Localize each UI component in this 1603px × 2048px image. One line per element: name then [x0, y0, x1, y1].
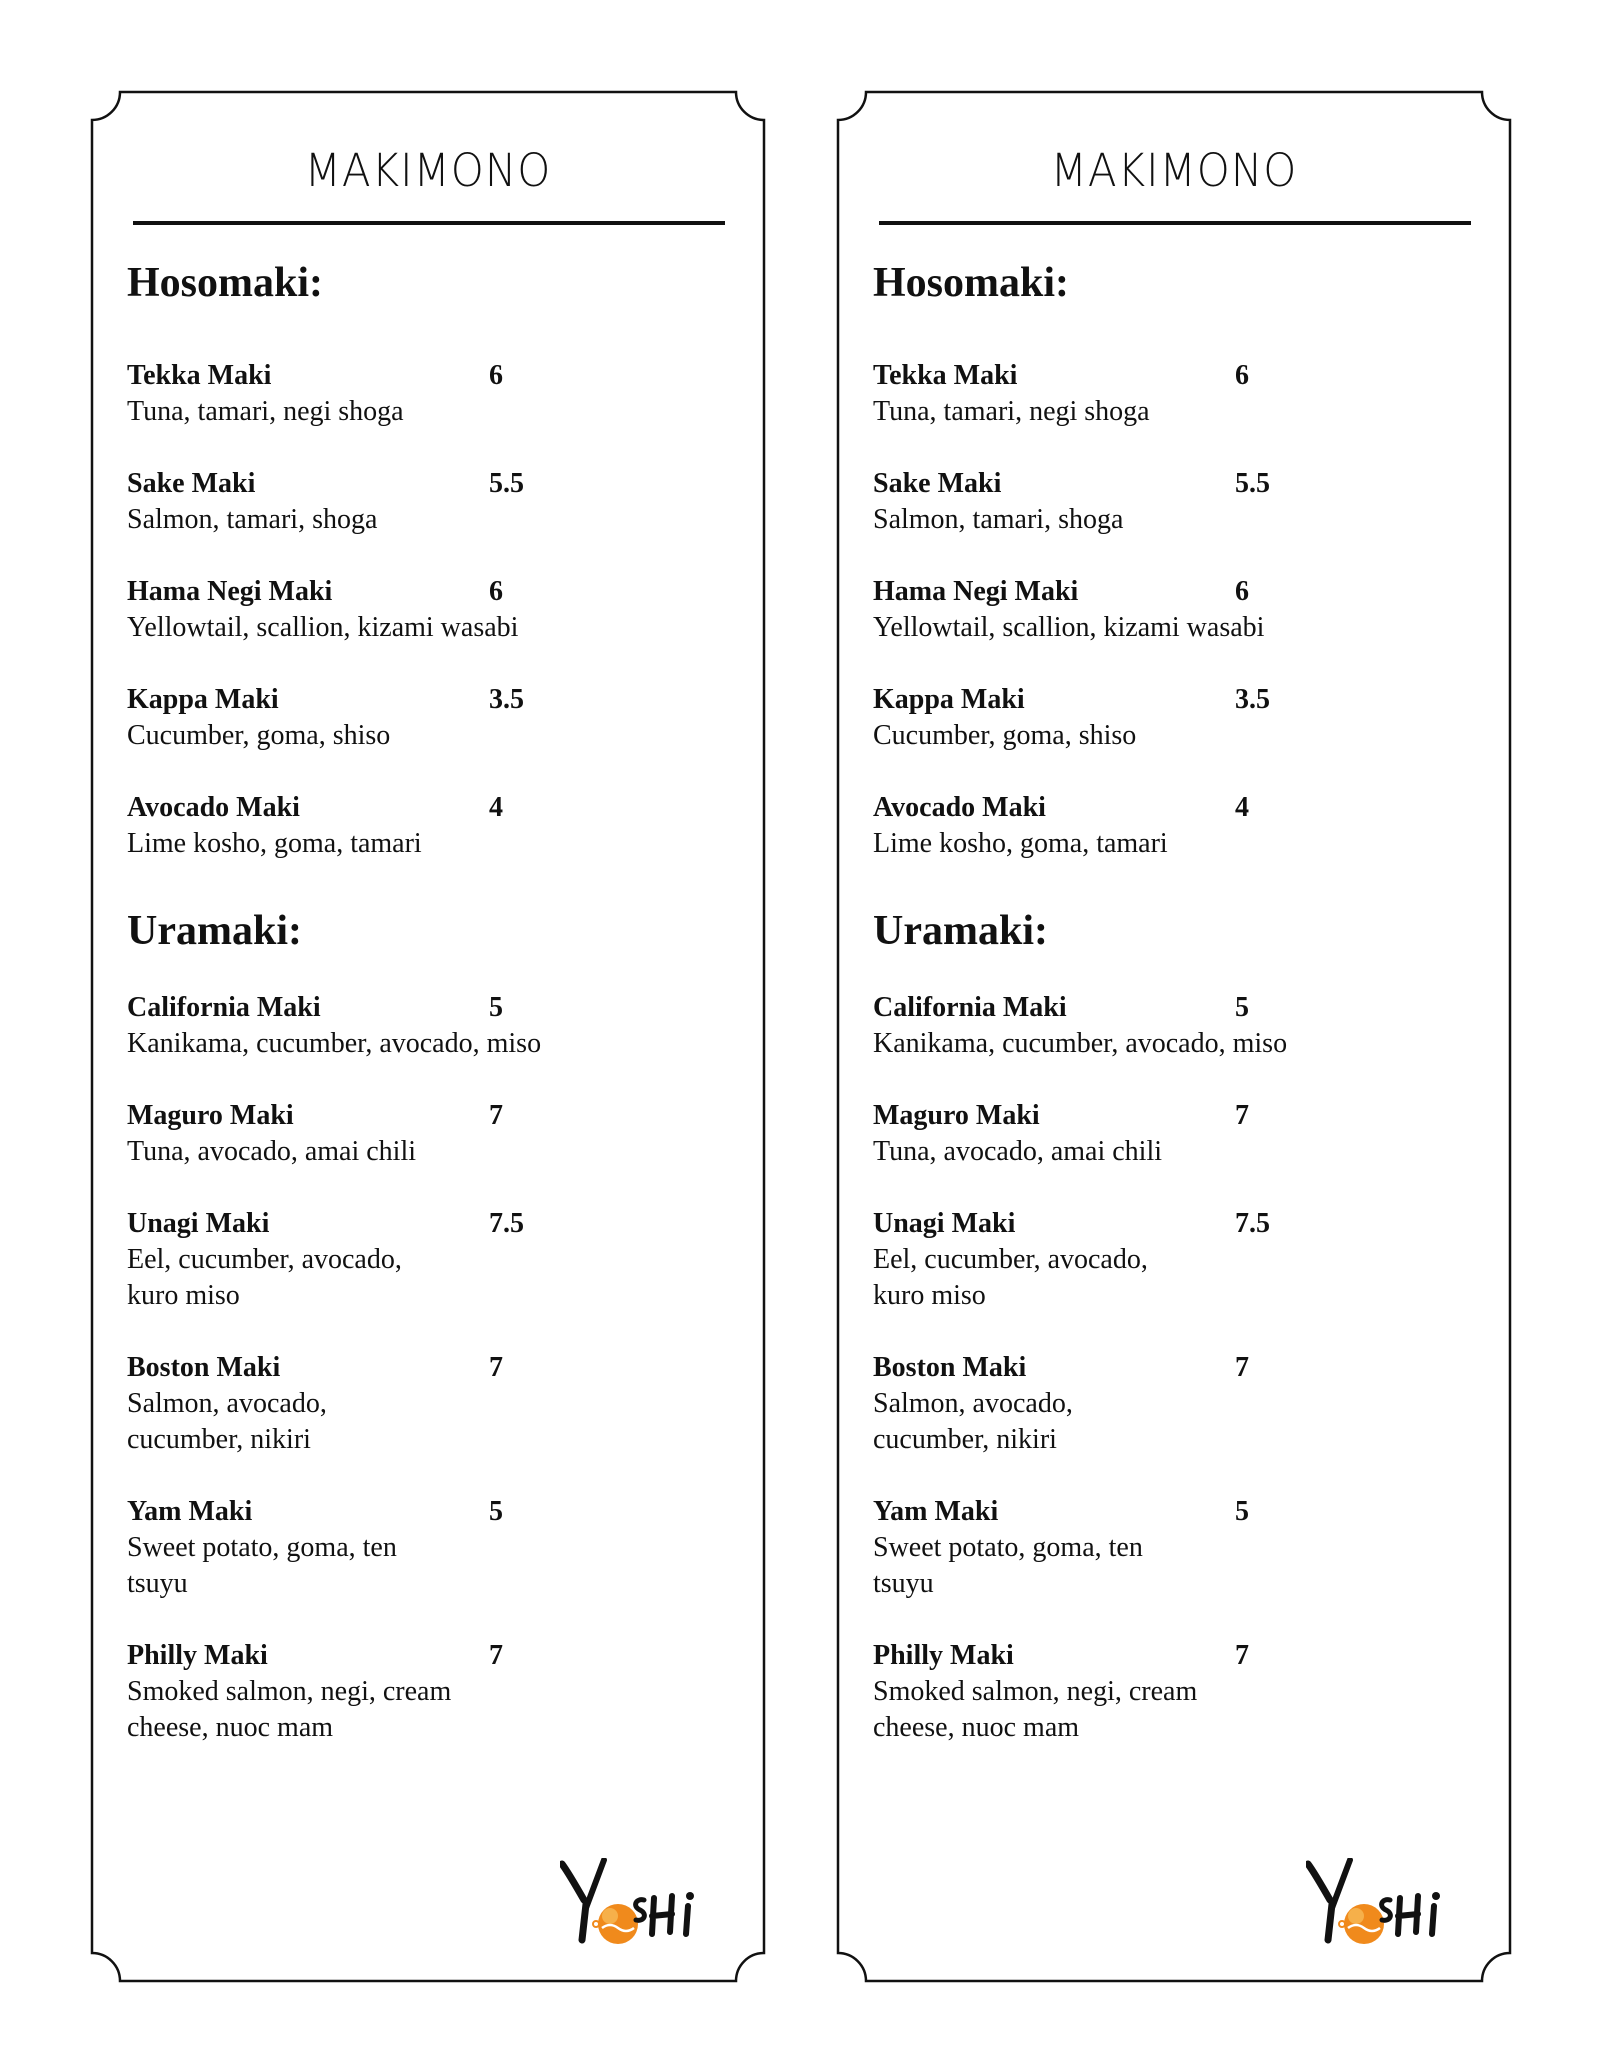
item-price: 7 — [489, 1640, 503, 1671]
menu-item — [127, 358, 727, 430]
item-name: Tekka Maki — [873, 360, 1018, 391]
menu-item — [873, 358, 1473, 430]
item-price: 7 — [1235, 1640, 1249, 1671]
item-description: Tuna, tamari, negi shoga — [873, 396, 1150, 427]
item-price: 5 — [489, 1496, 503, 1527]
menu-item — [127, 1638, 727, 1746]
menu-item — [127, 1494, 727, 1602]
item-name: Kappa Maki — [127, 684, 279, 715]
item-price: 6 — [489, 576, 503, 607]
menu-item — [873, 790, 1473, 862]
item-name: Maguro Maki — [127, 1100, 294, 1131]
item-name: Kappa Maki — [873, 684, 1025, 715]
item-description: Kanikama, cucumber, avocado, miso — [127, 1028, 542, 1059]
item-price: 5 — [1235, 1496, 1249, 1527]
menu-card-right — [836, 90, 1512, 1983]
menu-item — [873, 1098, 1473, 1170]
item-price: 4 — [1235, 792, 1249, 823]
yoshi-logo — [560, 1858, 706, 1946]
item-price: 6 — [489, 360, 503, 391]
menu-item — [873, 1638, 1473, 1746]
item-price: 7 — [489, 1352, 503, 1383]
menu-item — [127, 1098, 727, 1170]
item-name: Philly Maki — [127, 1640, 268, 1671]
menu-item — [873, 466, 1473, 538]
section-heading-hosomaki: Hosomaki: — [873, 260, 1070, 306]
menu-item — [873, 574, 1473, 646]
item-description: Salmon, avocado, cucumber, nikiri — [127, 1388, 327, 1455]
item-description: Tuna, tamari, negi shoga — [127, 396, 404, 427]
item-name: Hama Negi Maki — [873, 576, 1079, 607]
item-price: 3.5 — [489, 684, 524, 715]
item-description: Smoked salmon, negi, cream cheese, nuoc mam — [127, 1676, 452, 1743]
menu-item — [873, 1206, 1473, 1314]
item-description: Kanikama, cucumber, avocado, miso — [873, 1028, 1288, 1059]
item-name: Sake Maki — [127, 468, 256, 499]
section-heading-hosomaki: Hosomaki: — [127, 260, 324, 306]
item-name: Tekka Maki — [127, 360, 272, 391]
item-description: Tuna, avocado, amai chili — [127, 1136, 417, 1167]
section-heading-uramaki: Uramaki: — [873, 908, 1048, 954]
item-name: Boston Maki — [127, 1352, 281, 1383]
menu-item — [127, 990, 727, 1062]
menu-card-left — [90, 90, 766, 1983]
item-name: Maguro Maki — [873, 1100, 1040, 1131]
yoshi-logo — [1306, 1858, 1452, 1946]
item-price: 5 — [1235, 992, 1249, 1023]
section-heading-uramaki: Uramaki: — [127, 908, 302, 954]
item-name: Philly Maki — [873, 1640, 1014, 1671]
item-description: Cucumber, goma, shiso — [873, 720, 1137, 751]
menu-item — [127, 682, 727, 754]
item-name: California Maki — [873, 992, 1067, 1023]
item-description: Cucumber, goma, shiso — [127, 720, 391, 751]
item-description: Tuna, avocado, amai chili — [873, 1136, 1163, 1167]
item-name: Unagi Maki — [127, 1208, 270, 1239]
item-price: 5 — [489, 992, 503, 1023]
item-price: 7.5 — [489, 1208, 524, 1239]
item-price: 5.5 — [489, 468, 524, 499]
item-price: 7 — [1235, 1100, 1249, 1131]
menu-item — [127, 1350, 727, 1458]
item-description: Lime kosho, goma, tamari — [873, 828, 1168, 859]
item-description: Eel, cucumber, avocado, kuro miso — [873, 1244, 1148, 1311]
menu-item — [127, 1206, 727, 1314]
item-name: Hama Negi Maki — [127, 576, 333, 607]
menu-item — [873, 1494, 1473, 1602]
item-price: 5.5 — [1235, 468, 1270, 499]
item-description: Eel, cucumber, avocado, kuro miso — [127, 1244, 402, 1311]
menu-item — [873, 1350, 1473, 1458]
item-description: Yellowtail, scallion, kizami wasabi — [873, 612, 1265, 643]
menu-item — [127, 466, 727, 538]
item-price: 6 — [1235, 360, 1249, 391]
item-description: Salmon, tamari, shoga — [873, 504, 1124, 535]
menu-item — [127, 790, 727, 862]
menu-item — [873, 990, 1473, 1062]
item-name: Yam Maki — [873, 1496, 999, 1527]
item-name: Yam Maki — [127, 1496, 253, 1527]
item-name: Avocado Maki — [873, 792, 1046, 823]
item-price: 7.5 — [1235, 1208, 1270, 1239]
item-name: Sake Maki — [873, 468, 1002, 499]
item-name: California Maki — [127, 992, 321, 1023]
menu-item — [873, 682, 1473, 754]
item-name: Avocado Maki — [127, 792, 300, 823]
item-price: 4 — [489, 792, 503, 823]
menu-title: MAKIMONO — [304, 144, 552, 197]
item-description: Smoked salmon, negi, cream cheese, nuoc mam — [873, 1676, 1198, 1743]
item-description: Salmon, tamari, shoga — [127, 504, 378, 535]
item-description: Sweet potato, goma, ten tsuyu — [127, 1532, 397, 1599]
menu-title: MAKIMONO — [1050, 144, 1298, 197]
item-description: Salmon, avocado, cucumber, nikiri — [873, 1388, 1073, 1455]
item-price: 3.5 — [1235, 684, 1270, 715]
item-price: 7 — [1235, 1352, 1249, 1383]
item-name: Boston Maki — [873, 1352, 1027, 1383]
menu-item — [127, 574, 727, 646]
title-divider — [879, 221, 1471, 225]
item-description: Lime kosho, goma, tamari — [127, 828, 422, 859]
item-description: Yellowtail, scallion, kizami wasabi — [127, 612, 519, 643]
item-price: 6 — [1235, 576, 1249, 607]
title-divider — [133, 221, 725, 225]
item-name: Unagi Maki — [873, 1208, 1016, 1239]
item-price: 7 — [489, 1100, 503, 1131]
item-description: Sweet potato, goma, ten tsuyu — [873, 1532, 1143, 1599]
